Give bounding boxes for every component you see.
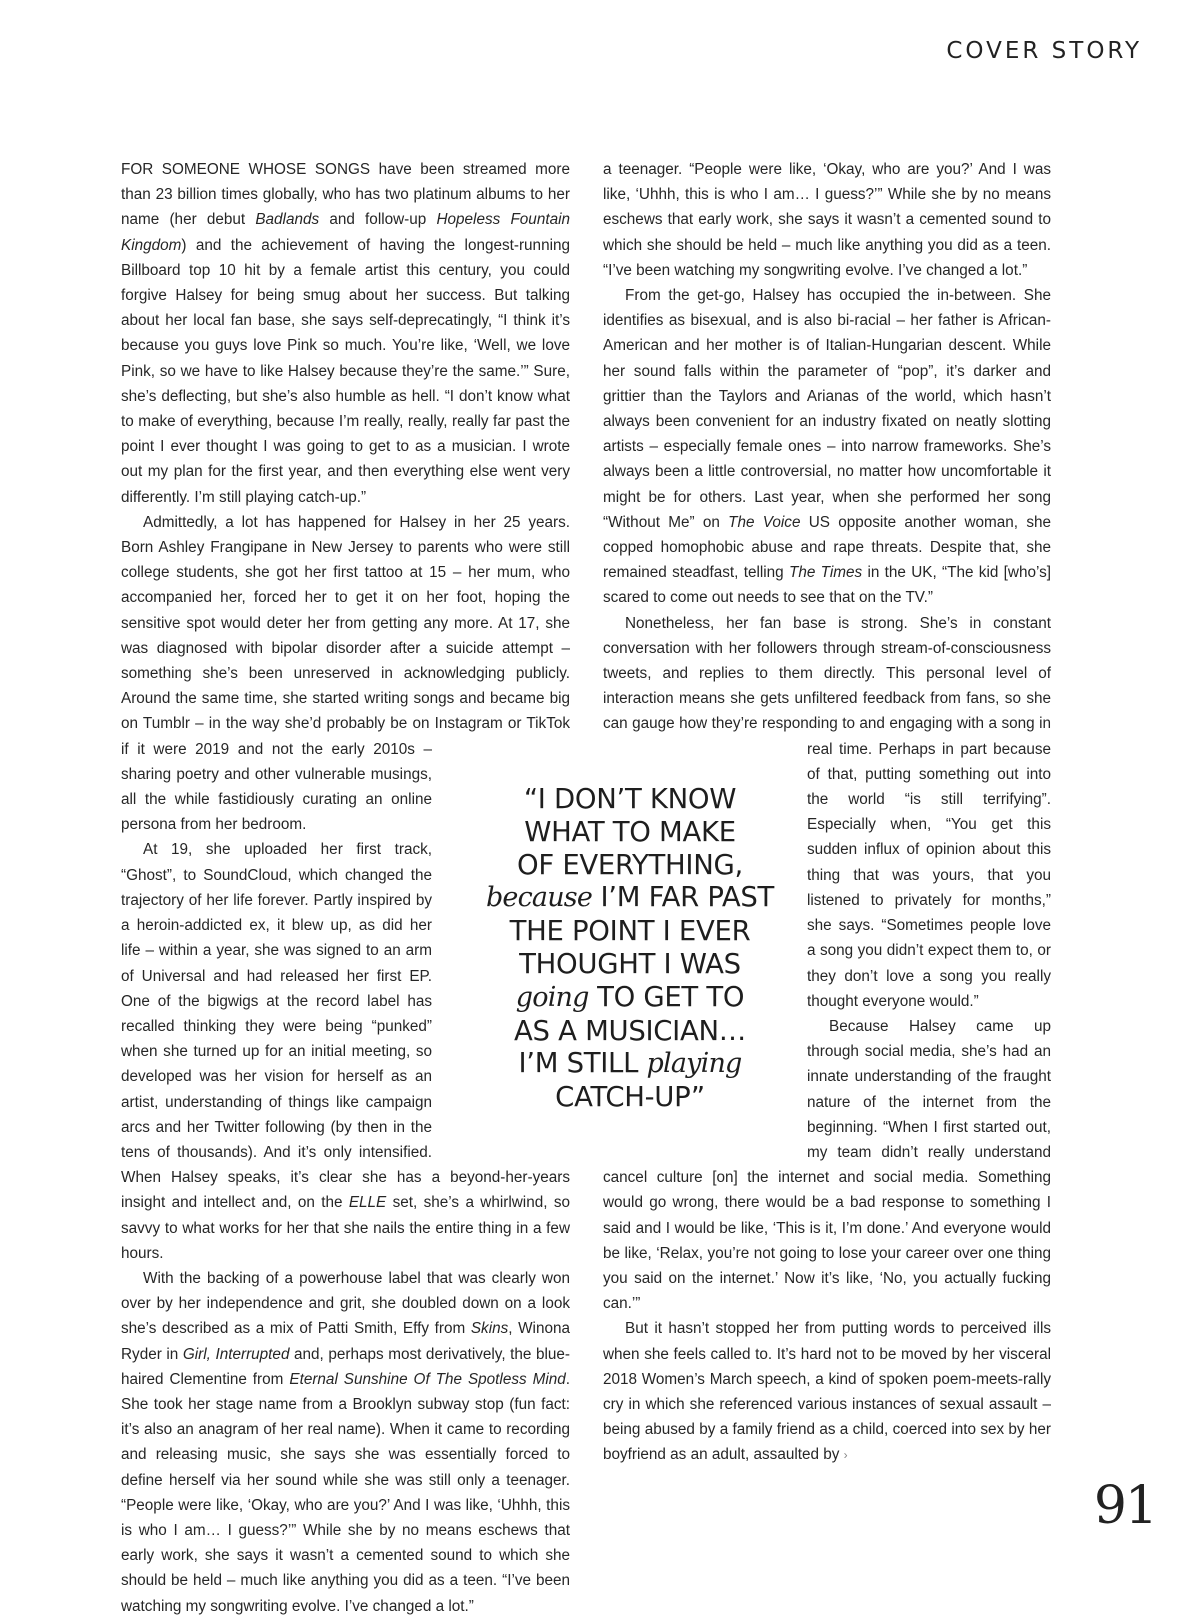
pull-quote-line: I’M STILL playing (518, 1047, 742, 1080)
pull-quote-line: AS A MUSICIAN… (514, 1014, 746, 1047)
pull-quote-line: THOUGHT I WAS (519, 947, 741, 980)
pull-quote-line: OF EVERYTHING, (517, 848, 743, 881)
page-number: 91 (1093, 1476, 1156, 1536)
pull-quote-line: because I’M FAR PAST (485, 881, 775, 914)
section-label: COVER STORY (946, 38, 1142, 64)
pull-quote-line: CATCH-UP” (555, 1081, 705, 1114)
article-paragraph-4-continued: a teenager. “People were like, ‘Okay, who are you?’ And I was like, ‘Uhhh, this is who I am… I guess?’” While she by no means eschews that early work, she says it wasn’t a cemented sound to which she should be held – much like anything you did as a teen. “I’ve been watching my songwriting evolve. I’ve changed a lot.” (603, 161, 1051, 279)
continued-arrow-icon: › (843, 1448, 848, 1463)
article-paragraph-7: Because Halsey came up through social media, she’s had an innate understanding of the fraught nature of the internet from the beginning. “When I first started out, my team didn’t really understand cancel culture [on] the internet and social media. Something would go wrong, there would be a bad response to something I said and I would be like, ‘This is it, I’m done.’ And everyone would be like, ‘Relax, you’re not going to lose your career over one thing you said on the internet.’ Now it’s like, ‘No, you actually fucking can.’” (603, 1017, 1051, 1313)
article-paragraph-2: Admittedly, a lot has happened for Halsey in her 25 years. Born Ashley Frangipane in New Jersey to parents who were still college students, she got her first tattoo at 15 – her mum, who accompanied her, forced her to get it on her foot, hoping the sensitive spot would deter her from getting any more. At 17, she was diagnosed with bipolar disorder after a suicide attempt – something she’s been unreserved in acknowledging publicly. Around the same time, she started writing songs and became big on Tumblr – in the way she’d probably be on Instagram or TikTok if it were 2019 and not the early 2010s – sharing poetry and other vulnerable musings, all the while fastidiously curating an online persona from her bedroom. (121, 513, 570, 834)
pull-quote-line: THE POINT I EVER (509, 915, 751, 948)
pull-quote (480, 783, 780, 1114)
pull-quote-line: going TO GET TO (515, 980, 745, 1013)
article-paragraph-6: Nonetheless, her fan base is strong. She’s in constant conversation with her followers through stream-of-consciousness tweets, and replies to them directly. This personal level of interaction means she gets unfiltered feedback from fans, so she can gauge how they’re responding to and engaging with a song in real time. Perhaps in part because of that, putting something out into the world “is still terrifying”. Especially when, “You get this sudden influx of opinion about this thing that was yours, that you listened to privately for months,” she says. “Sometimes people love a song you didn’t expect them to, or they don’t love a song you really thought everyone would.” (603, 614, 1051, 1010)
pull-quote-line: “I DON’T KNOW (523, 783, 737, 815)
article-paragraph-3: At 19, she uploaded her first track, “Ghost”, to SoundCloud, which changed the trajectory of her life forever. Partly inspired by a heroin-addicted ex, it blew up, as did her life – within a year, she was signed to an arm of Universal and had released her first EP. One of the bigwigs at the record label has recalled thinking they were being “punked” when she turned up for an initial meeting, so developed was her vision for herself as an artist, understanding of things like campaign arcs and her Twitter following (by then in the tens of thousands). And it’s only intensified. When Halsey speaks, it’s clear she has a beyond-her-years insight and intellect and, on the ELLE set, she’s a whirlwind, so savvy to what works for her that she nails the entire thing in a few hours. (121, 841, 570, 1262)
article-paragraph-5: From the get-go, Halsey has occupied the in-between. She identifies as bisexual, and is also bi-racial – her father is African-American and her mother is of Italian-Hungarian descent. While her sound falls within the parameter of “pop”, it’s darker and grittier than the Taylors and Arianas of the world, which hasn’t always been convenient for an industry fixated on neatly slotting artists – especially female ones – into narrow frameworks. She’s always been a little controversial, no matter how uncomfortable it might be for others. Last year, when she performed her song “Without Me” on The Voice US opposite another woman, she copped homophobic abuse and rape threats. Despite that, she remained steadfast, telling The Times in the UK, “The kid [who’s] scared to come out needs to see that on the TV.” (603, 287, 1051, 607)
article-paragraph-8: But it hasn’t stopped her from putting words to perceived ills when she feels called to. It’s hard not to be moved by her visceral 2018 Women’s March speech, a kind of spoken poem-meets-rally cry in which she referenced various instances of sexual assault – being abused by a family friend as a child, coerced into sex by her boyfriend as an adult, assaulted by › (603, 1320, 1051, 1464)
article-paragraph-1: FOR SOMEONE WHOSE SONGS have been streamed more than 23 billion times globally, who has two platinum albums to her name (her debut Badlands and follow-up Hopeless Fountain Kingdom) and the achievement of having the longest-running Billboard top 10 hit by a female artist this century, you could forgive Halsey for being smug about her success. But talking about her local fan base, she says self-deprecatingly, “I think it’s because you guys love Pink so much. You’re like, ‘Well, we love Pink, so we have to like Halsey because they’re the same.’” Sure, she’s deflecting, but she’s also humble as hell. “I don’t know what to make of everything, because I’m really, really, really far past the point I ever thought I was going to get to as a musician. I wrote out my plan for the first year, and then everything else went very differently. I’m still playing catch-up.” (121, 161, 570, 506)
article-paragraph-4: With the backing of a powerhouse label that was clearly won over by her independence and grit, she doubled down on a look she’s described as a mix of Patti Smith, Effy from Skins, Winona Ryder in Girl, Interrupted and, perhaps most derivatively, the blue-haired Clementine from Eternal Sunshine Of The Spotless Mind. She took her stage name from a Brooklyn subway stop (fun fact: it’s also an anagram of her real name). When it came to recording and releasing music, she says she was essentially forced to define herself via her sound while she was still only a teenager. “People were like, ‘Okay, who are you?’ And I was like, ‘Uhhh, this is who I am… I guess?’” While she by no means eschews that early work, she says it wasn’t a cemented sound to which she should be held – much like anything you did as a teen. “I’ve been watching my songwriting evolve. I’ve changed a lot.” (121, 1269, 570, 1615)
pull-quote-line: WHAT TO MAKE (524, 815, 736, 848)
